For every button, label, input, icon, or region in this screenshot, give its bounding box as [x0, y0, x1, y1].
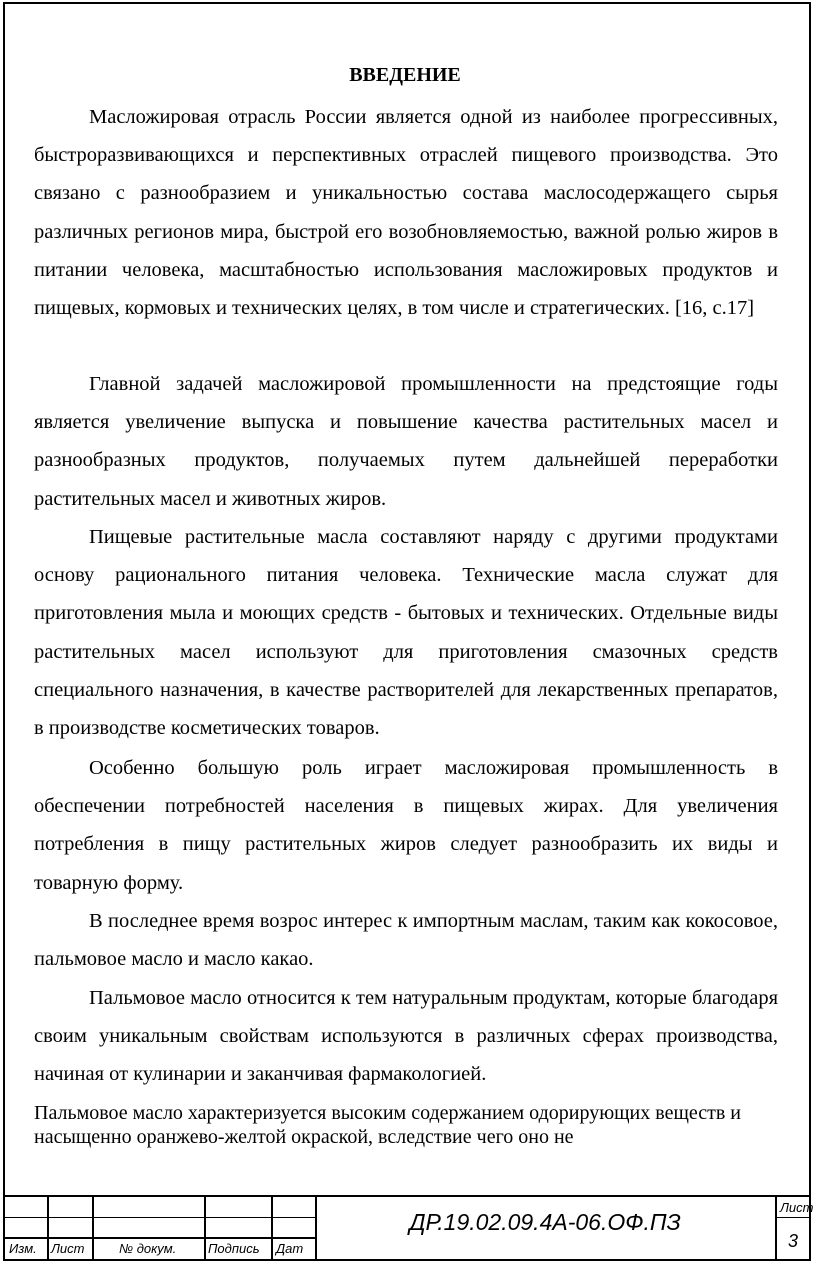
stamp-divider [47, 1197, 49, 1261]
paragraph-2: Главной задачей масложировой промышленности на предстоящие годы является увеличение выпуска и повышение качества растительных масел и разнообразных продуктов, получаемых путем дальнейшей переработки растительных масел и животных жиров. [34, 373, 778, 510]
stamp-label-doc-no: № докум. [119, 1241, 177, 1256]
paragraph-3: Пищевые растительные масла составляют наряду с другими продуктами основу рационального питания человека. Технические масла служат для приготовления мыла и моющих средств - бытовых и технических. Отдельные виды растительных масел используют для приготовления смазочных средств специального назначения, в качестве растворителей для лекарственных препаратов, в производстве косметических товаров. [34, 526, 778, 740]
sheet-number: 3 [787, 1231, 798, 1251]
title-block-stamp [5, 1195, 814, 1259]
sheet-label: Лист [780, 1200, 814, 1215]
paragraph-6: Пальмовое масло относится к тем натуральным продуктам, которые благодаря своим уникальным свойствам используются в различных сферах производства, начиная от кулинарии и заканчивая фармакологией. [34, 987, 778, 1086]
stamp-label-izm: Изм. [9, 1241, 37, 1256]
stamp-row-line [5, 1237, 315, 1239]
paragraph-4: Особенно большую роль играет масложировая промышленность в обеспечении потребностей населения в пищевых жирах. Для увеличения потребления в пищу растительных жиров следует разнообразить их виды и товарную форму. [34, 757, 778, 894]
document-code: ДР.19.02.09.4А-06.ОФ.ПЗ [409, 1209, 681, 1235]
paragraph-1: Масложировая отрасль России является одной из наиболее прогрессивных, быстроразвивающихся и перспективных отраслей пищевого производства. Это связано с разнообразием и уникальностью состава маслосодержащего сырья различных регионов мира, быстрой его возобновляемостью, важной ролью жиров в питании человека, масштабностью использования масложировых продуктов и пищевых, кормовых и технических целях, в том числе и стратегических. [16, с.17] [34, 106, 778, 320]
stamp-label-list: Лист [51, 1241, 85, 1256]
stamp-label-date: Дат [276, 1241, 304, 1256]
stamp-row-line [5, 1217, 315, 1218]
sheet-box-line [775, 1217, 809, 1218]
stamp-divider [92, 1197, 94, 1261]
paragraph-7: Пальмовое масло характеризуется высоким содержанием одорирующих веществ и насыщенно оранжево-желтой окраской, вследствие чего оно не [34, 1102, 742, 1148]
section-title: ВВЕДЕНИЕ [349, 64, 461, 86]
paragraph-5: В последнее время возрос интерес к импортным маслам, таким как кокосовое, пальмовое масло и масло какао. [34, 910, 778, 971]
document-page [3, 2, 814, 1261]
stamp-divider [204, 1197, 206, 1261]
stamp-label-signature: Подпись [208, 1241, 260, 1256]
stamp-divider [271, 1197, 273, 1261]
